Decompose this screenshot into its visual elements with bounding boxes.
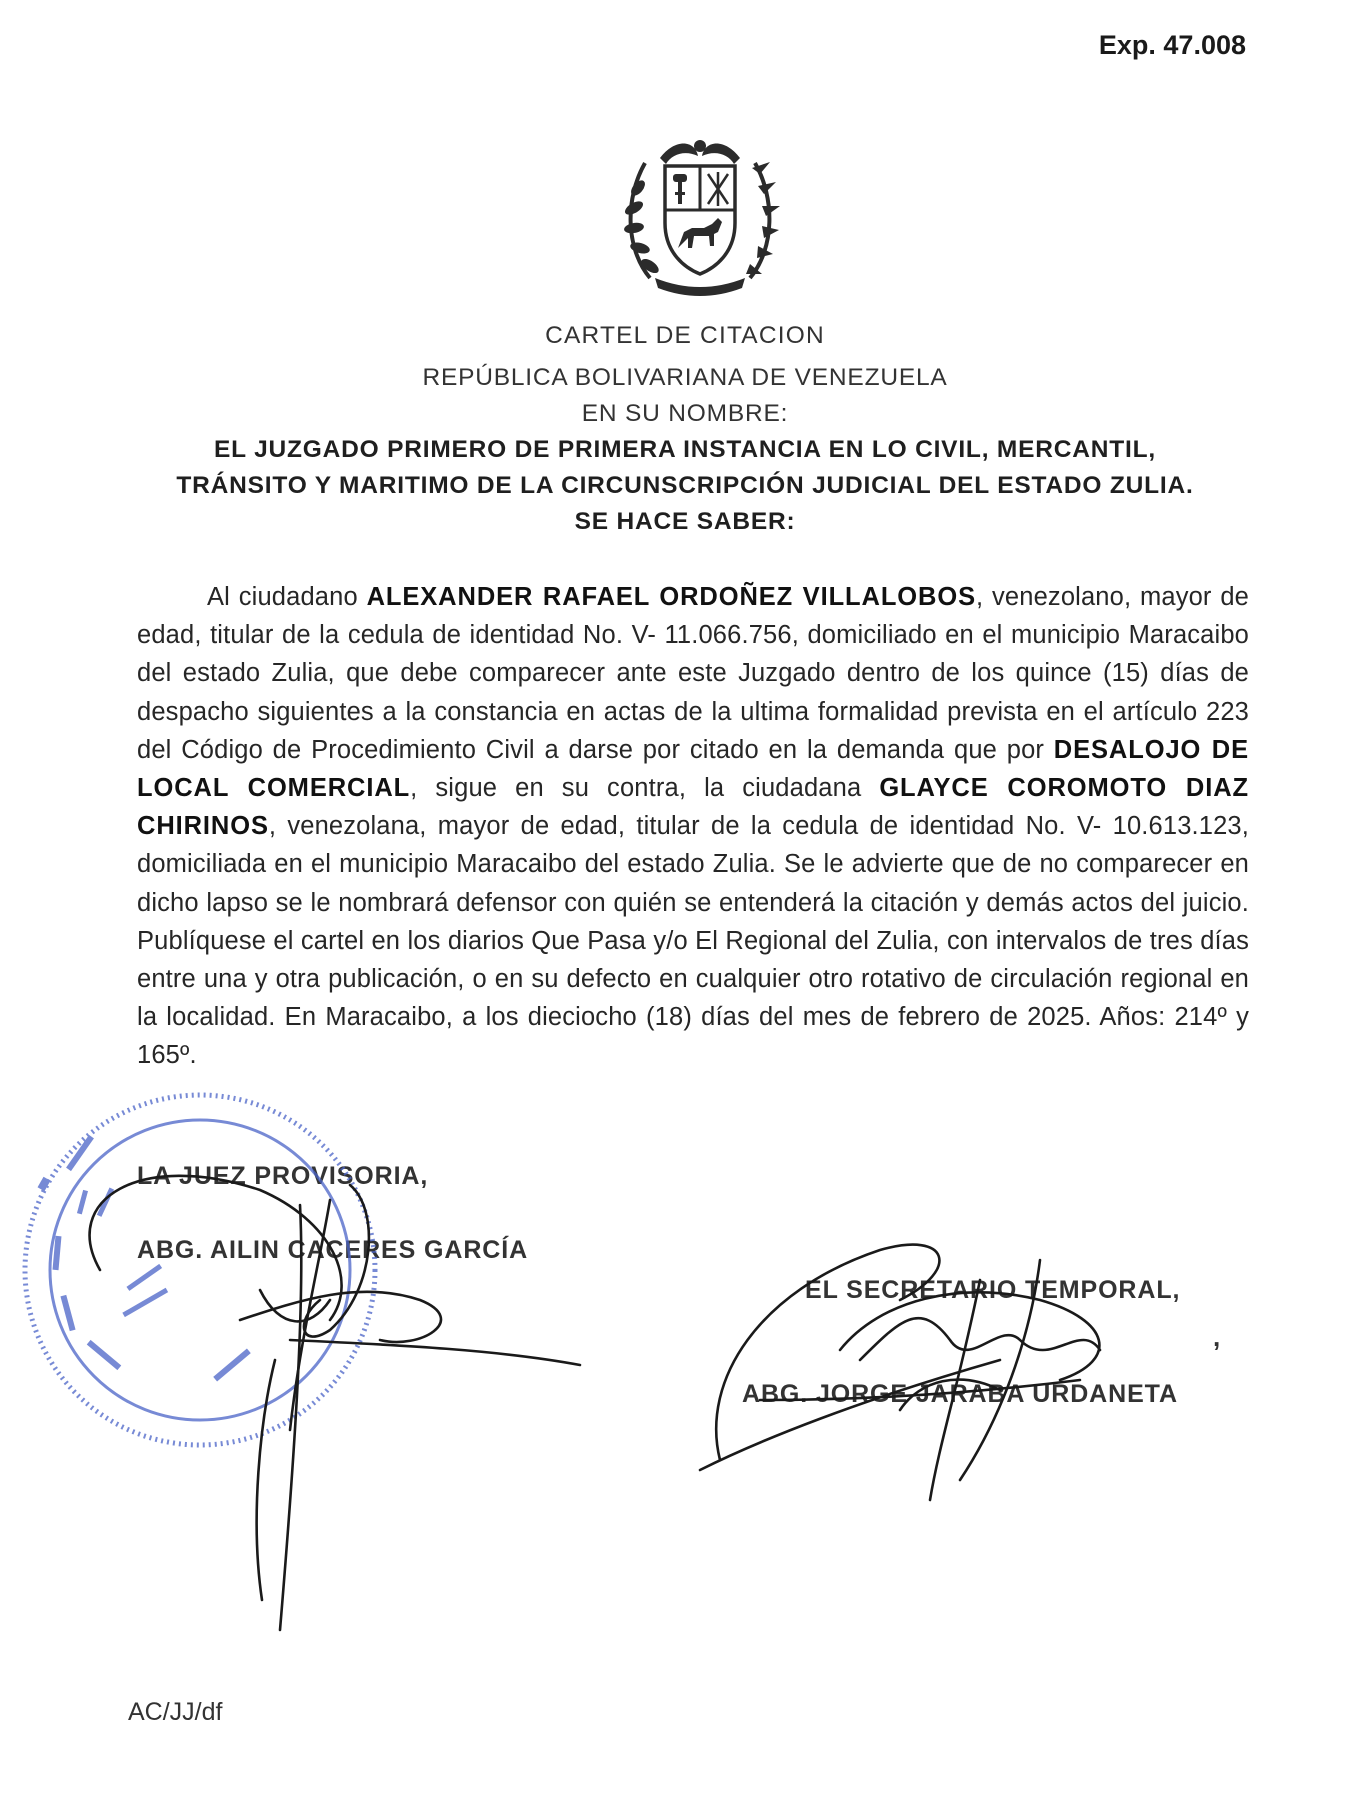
case-number: Exp. 47.008 (1098, 30, 1246, 60)
document-title: CARTEL DE CITACION (545, 322, 825, 349)
header-court-line1: EL JUZGADO PRIMERO DE PRIMERA INSTANCIA EN LO CIVIL, MERCANTIL, (214, 436, 1156, 463)
header-en-su-nombre: EN SU NOMBRE: (581, 400, 789, 427)
header-se-hace-saber: SE HACE SABER: (574, 508, 796, 535)
judge-title: LA JUEZ PROVISORIA, (137, 1162, 429, 1190)
claim-type: DESALOJO DE LOCAL COMERCIAL (137, 735, 1249, 803)
body-text-part3: , sigue en su contra, la ciudadana (410, 774, 880, 803)
body-text-part1: Al ciudadano (207, 583, 367, 611)
plaintiff-name: GLAYCE COROMOTO DIAZ CHIRINOS (137, 774, 1249, 841)
header-republic: REPÚBLICA BOLIVARIANA DE VENEZUELA (422, 364, 948, 391)
body-text-part2: , venezolano, mayor de edad, titular de la cedula de identidad No. V- 11.066.756, domiciliado en el municipio Maracaibo del estado Zulia, que debe comparecer ante este Juzgado dentro de los quince (15) días de despacho siguientes a la constancia en actas de la ultima formalidad prevista en el artículo 223 del Código de Procedimiento Civil a darse por citado en la demanda que por (137, 583, 1250, 764)
venezuela-coat-of-arms-icon (620, 128, 780, 298)
secretary-comma: , (1213, 1322, 1221, 1352)
citation-body (137, 578, 1249, 1075)
judge-name: ABG. AILIN CACERES GARCÍA (137, 1236, 529, 1264)
document-header (130, 318, 1240, 540)
secretary-name: ABG. JORGE JARABA URDANETA (742, 1380, 1178, 1408)
document-initials: AC/JJ/df (128, 1698, 223, 1726)
body-text-part4: , venezolana, mayor de edad, titular de la cedula de identidad No. V- 10.613.123, domiciliada en el municipio Maracaibo del estado Zulia. Se le advierte que de no comparecer en dicho lapso se le nombrará defensor con quién se entenderá la citación y demás actos del juicio. Publíquese el cartel en los diarios Que Pasa y/o El Regional del Zulia, con intervalos de tres días entre una y otra publicación, o en su defecto en cualquier otro rotativo de circulación regional en la localidad. En Maracaibo, a los dieciocho (18) días del mes de febrero de 2025. Años: 214º y 165º. (137, 812, 1249, 1070)
secretary-title: EL SECRETARIO TEMPORAL, (805, 1276, 1181, 1304)
header-court-line2: TRÁNSITO Y MARITIMO DE LA CIRCUNSCRIPCIÓN JUDICIAL DEL ESTADO ZULIA. (176, 472, 1194, 499)
defendant-name: ALEXANDER RAFAEL ORDOÑEZ VILLALOBOS (366, 583, 977, 611)
